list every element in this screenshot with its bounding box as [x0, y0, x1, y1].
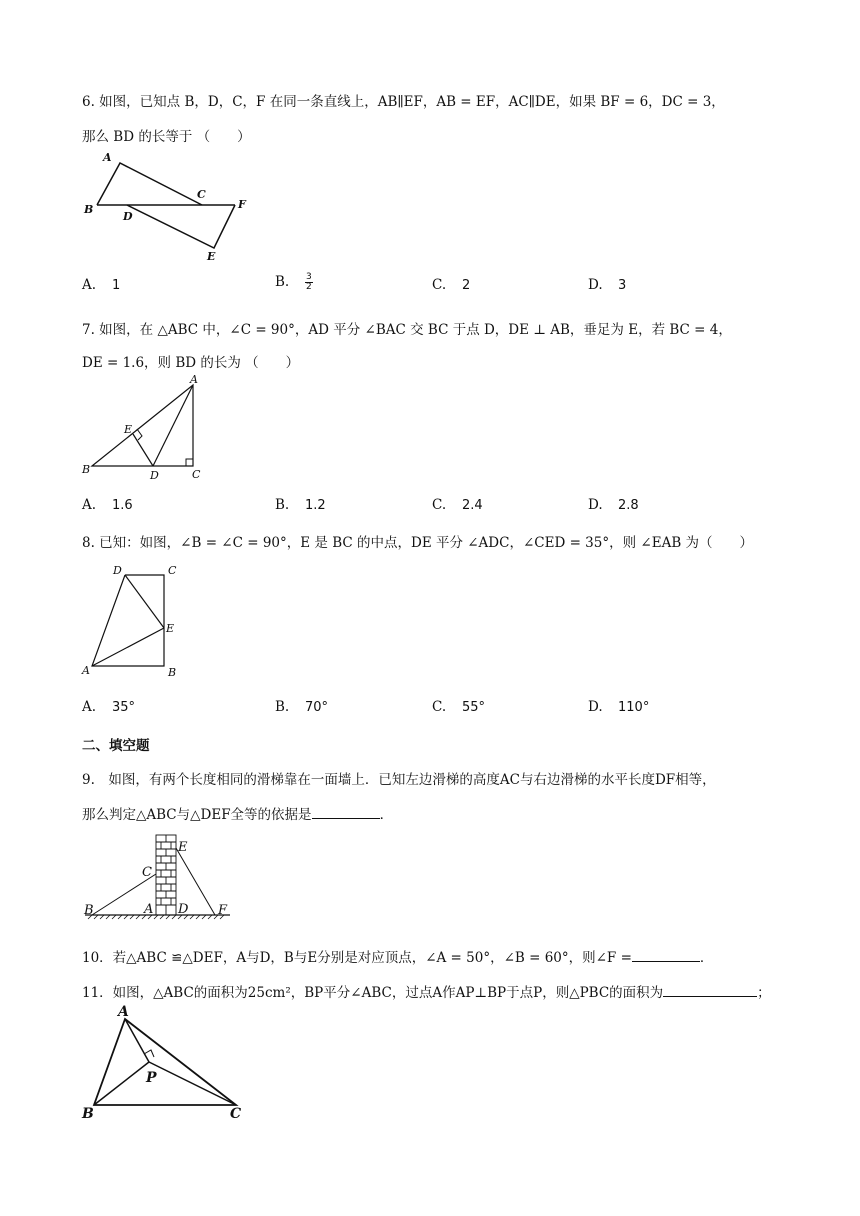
- q6-label-d: D: [123, 210, 133, 223]
- q9-label-e: E: [178, 840, 188, 855]
- q9-label-f: F: [218, 903, 228, 918]
- q6-label-e: E: [207, 250, 216, 263]
- q11-figure: [78, 1002, 253, 1127]
- q9-figure: [80, 830, 250, 925]
- q7-perpendicular-de: [133, 434, 153, 466]
- q7-right-angle-c: [186, 459, 193, 466]
- q6-triangle-abc: [97, 163, 202, 205]
- q7-label-d: D: [150, 469, 159, 482]
- q7-choices: [82, 497, 802, 517]
- q11-label-c: C: [230, 1106, 242, 1122]
- q7-right-angle-e: [137, 429, 142, 440]
- q11-label-a: A: [118, 1004, 129, 1020]
- q8-stem-line1: 8. 已知：如图，∠B = ∠C = 90°，E 是 BC 的中点，DE 平分 ∠ADC，∠CED = 35°，则 ∠EAB 为（ ）: [82, 535, 754, 551]
- q11-stem: 11．如图，△ABC的面积为25cm²，BP平分∠ABC，过点A作AP⊥BP于点P，则△PBC的面积为 ；: [82, 985, 771, 1001]
- q7-label-c: C: [192, 468, 201, 481]
- q11-segment-ap: [125, 1019, 149, 1062]
- q6-label-a: A: [103, 151, 112, 164]
- q6-label-b: B: [84, 203, 94, 216]
- q8-figure: [80, 560, 190, 685]
- q9-label-c: C: [142, 865, 152, 880]
- q7-stem-line1: 7. 如图，在 △ABC 中，∠C = 90°，AD 平分 ∠BAC 交 BC 于点 D，DE ⊥ AB，垂足为 E，若 BC = 4，: [82, 322, 732, 338]
- q8-choice-c[interactable]: C. 55°: [432, 699, 486, 715]
- q9-stem-line2: 那么判定△ABC与△DEF全等的依据是 ．: [82, 807, 394, 823]
- q8-quadrilateral: [92, 575, 164, 666]
- q6-label-c: C: [197, 188, 206, 201]
- q6-choice-b[interactable]: B. $\frac{3}{2}$: [275, 272, 312, 292]
- q7-label-b: B: [82, 463, 91, 476]
- q8-segment-de: [125, 575, 164, 628]
- q6-stem-line1: 6. 如图，已知点 B，D，C，F 在同一条直线上，AB∥EF，AB = EF，AC∥DE，如果 BF = 6，DC = 3，: [82, 94, 725, 110]
- q11-answer-blank[interactable]: [663, 984, 757, 997]
- q9-answer-blank[interactable]: [312, 806, 380, 819]
- q8-choice-a[interactable]: A. 35°: [82, 699, 136, 715]
- q11-label-p: P: [146, 1070, 157, 1086]
- q7-label-a: A: [190, 373, 198, 386]
- q6-choice-d[interactable]: D. 3: [588, 277, 627, 293]
- q8-choices: [82, 699, 802, 719]
- q8-label-b: B: [168, 666, 177, 679]
- q7-bisector-ad: [153, 385, 193, 466]
- q7-choice-a[interactable]: A. 1.6: [82, 497, 133, 513]
- q9-label-a: A: [144, 902, 154, 917]
- q7-label-e: E: [124, 423, 133, 436]
- q8-segment-ae: [92, 628, 164, 666]
- q6-stem-line2: 那么 BD 的长等于 （ ）: [82, 129, 251, 145]
- q9-label-d: D: [178, 902, 189, 917]
- q8-choice-b[interactable]: B. 70°: [275, 699, 329, 715]
- q11-triangle-abc: [94, 1019, 236, 1105]
- q6-figure: [80, 150, 270, 265]
- q11-label-b: B: [82, 1106, 94, 1122]
- q7-choice-c[interactable]: C. 2.4: [432, 497, 483, 513]
- q6-label-f: F: [238, 198, 246, 211]
- q7-choice-b[interactable]: B. 1.2: [275, 497, 326, 513]
- q8-label-e: E: [166, 622, 175, 635]
- q10-stem: 10．若△ABC ≌△DEF，A与D，B与E分别是对应顶点，∠A = 50°，∠B = 60°，则∠F = ．: [82, 950, 714, 966]
- q9-wall: [156, 835, 176, 915]
- q11-segment-pc: [149, 1062, 236, 1105]
- q8-label-d: D: [113, 564, 122, 577]
- section-heading-fill-in: 二、填空题: [82, 738, 150, 754]
- q6-choices: [82, 272, 802, 297]
- q10-answer-blank[interactable]: [632, 949, 700, 962]
- q6-choice-c[interactable]: C. 2: [432, 277, 471, 293]
- q7-stem-line2: DE = 1.6，则 BD 的长为 （ ）: [82, 355, 300, 371]
- q8-label-a: A: [82, 664, 90, 677]
- q7-choice-d[interactable]: D. 2.8: [588, 497, 639, 513]
- q9-stem-line1: 9. 如图，有两个长度相同的滑梯靠在一面墙上．已知左边滑梯的高度AC与右边滑梯的水平长度DF相等，: [82, 772, 716, 788]
- q6-choice-a[interactable]: A. 1: [82, 277, 121, 293]
- q7-triangle-abc: [92, 385, 193, 466]
- q8-choice-d[interactable]: D. 110°: [588, 699, 650, 715]
- q7-figure: [80, 375, 210, 485]
- q6-fraction: $\frac{3}{2}$: [306, 272, 312, 292]
- q9-label-b: B: [84, 903, 94, 918]
- q8-label-c: C: [168, 564, 177, 577]
- q6-triangle-def: [127, 205, 235, 248]
